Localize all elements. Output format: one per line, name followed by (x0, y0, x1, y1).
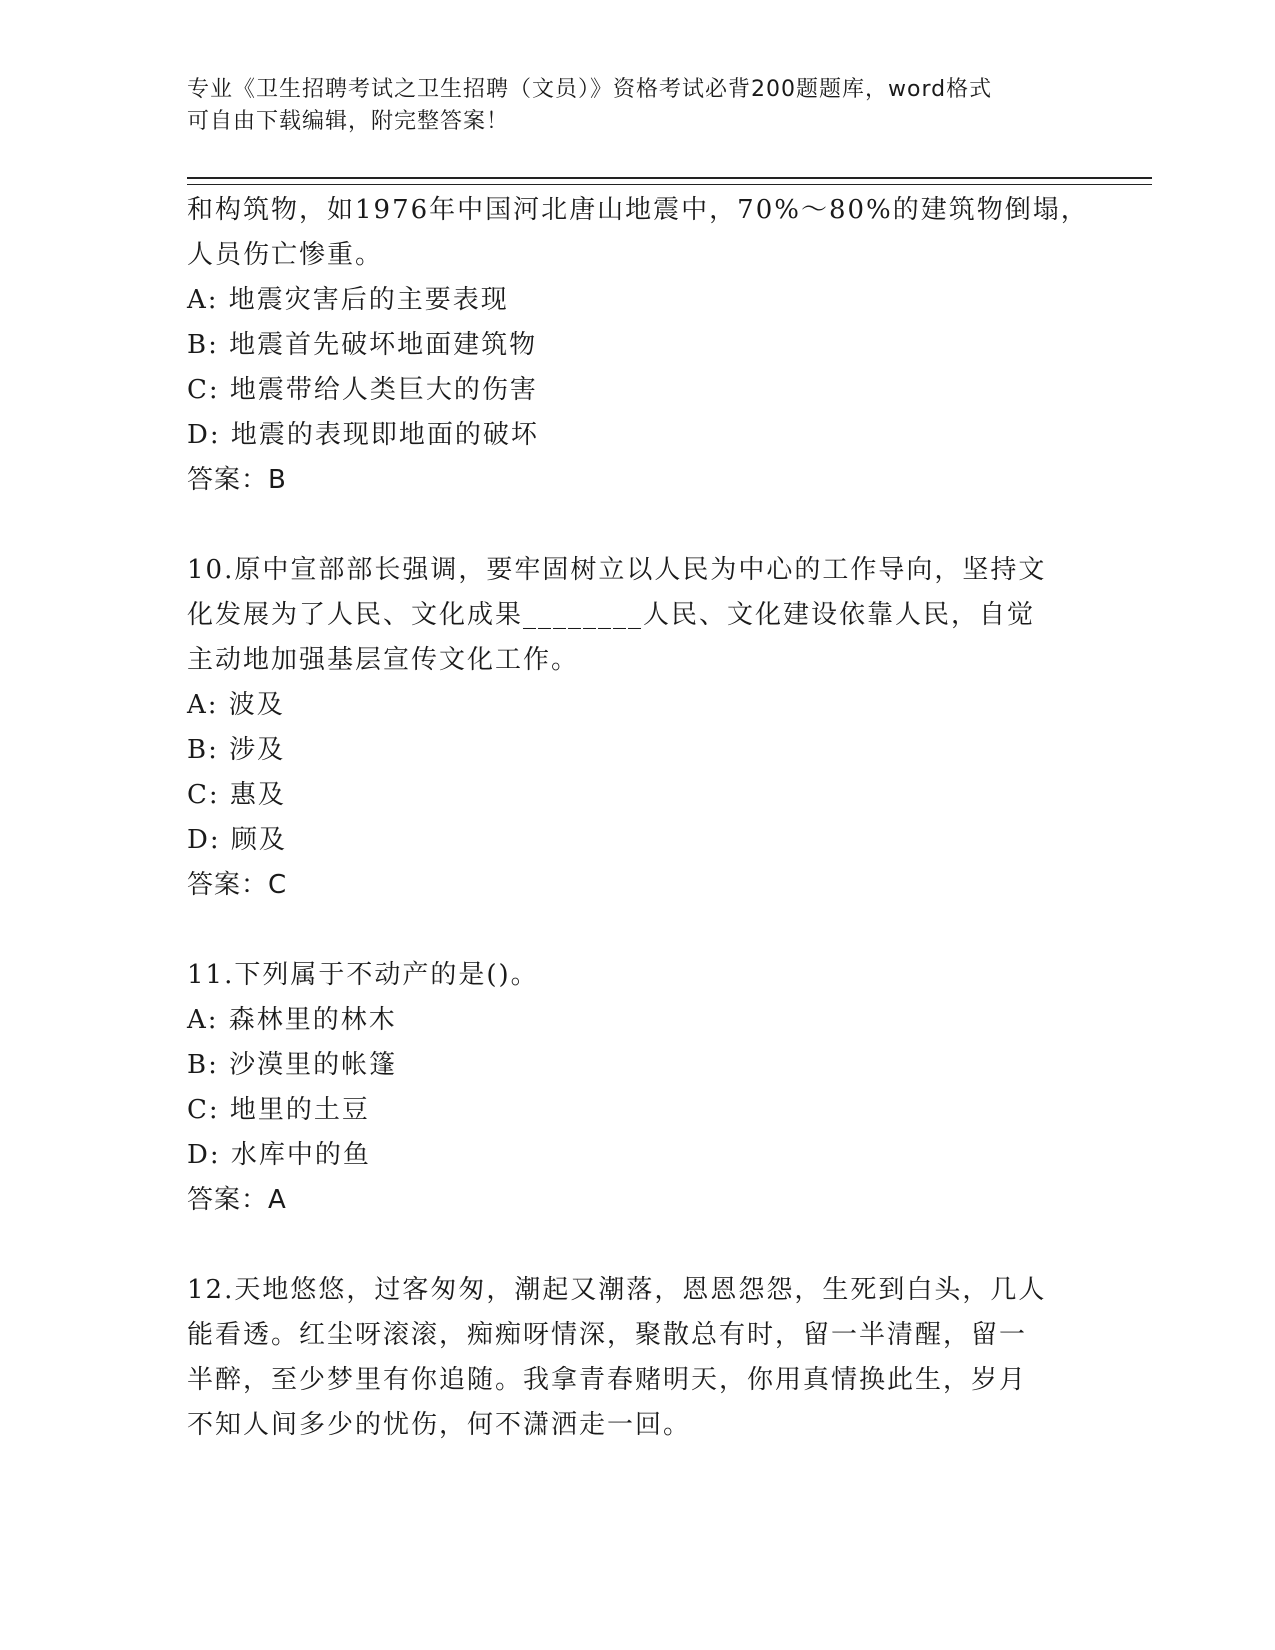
spacer (187, 1223, 1087, 1268)
option-a: A: 地震灾害后的主要表现 (187, 285, 509, 315)
question-text-line: 化发展为了人民、文化成果________人民、文化建设依靠人民，自觉 (187, 600, 1036, 630)
question-text-line: 主动地加强基层宣传文化工作。 (187, 645, 580, 675)
option-d: D: 水库中的鱼 (187, 1140, 371, 1170)
header-divider (187, 177, 1152, 185)
document-body (187, 188, 1087, 1448)
option-b: B: 地震首先破坏地面建筑物 (187, 330, 538, 360)
answer-line: 答案：A (187, 1185, 287, 1215)
question-text-line: 10.原中宣部部长强调，要牢固树立以人民为中心的工作导向，坚持文 (187, 555, 1047, 585)
option-b: B: 沙漠里的帐篷 (187, 1050, 398, 1080)
question-11 (187, 953, 1087, 1223)
answer-line: 答案：B (187, 465, 287, 495)
question-12 (187, 1268, 1087, 1448)
question-text-line: 半醉，至少梦里有你追随。我拿青春赌明天，你用真情换此生，岁月 (187, 1365, 1028, 1395)
option-d: D: 地震的表现即地面的破坏 (187, 420, 539, 450)
option-a: A: 波及 (187, 690, 285, 720)
question-text-line: 不知人间多少的忧伤，何不潇洒走一回。 (187, 1410, 692, 1440)
spacer (187, 908, 1087, 953)
question-text-line: 能看透。红尘呀滚滚，痴痴呀情深，聚散总有时，留一半清醒，留一 (187, 1320, 1028, 1350)
header-title-line-1: 专业《卫生招聘考试之卫生招聘（文员）》资格考试必背200题题库，word格式 (187, 77, 993, 102)
option-d: D: 顾及 (187, 825, 287, 855)
answer-line: 答案：C (187, 870, 288, 900)
option-b: B: 涉及 (187, 735, 286, 765)
option-c: C: 地震带给人类巨大的伤害 (187, 375, 538, 405)
question-text-line: 和构筑物，如1976年中国河北唐山地震中，70%～80%的建筑物倒塌， (187, 195, 1089, 225)
question-text-line: 12.天地悠悠，过客匆匆，潮起又潮落，恩恩怨怨，生死到白头，几人 (187, 1275, 1047, 1305)
question-10 (187, 548, 1087, 908)
option-c: C: 惠及 (187, 780, 286, 810)
spacer (187, 503, 1087, 548)
question-text-line: 11.下列属于不动产的是()。 (187, 960, 539, 990)
question-text-line: 人员伤亡惨重。 (187, 240, 384, 270)
header-title-line-2: 可自由下载编辑，附完整答案！ (187, 109, 510, 134)
question-9 (187, 188, 1087, 503)
option-c: C: 地里的土豆 (187, 1095, 370, 1125)
option-a: A: 森林里的林木 (187, 1005, 397, 1035)
page-header (187, 74, 1067, 138)
